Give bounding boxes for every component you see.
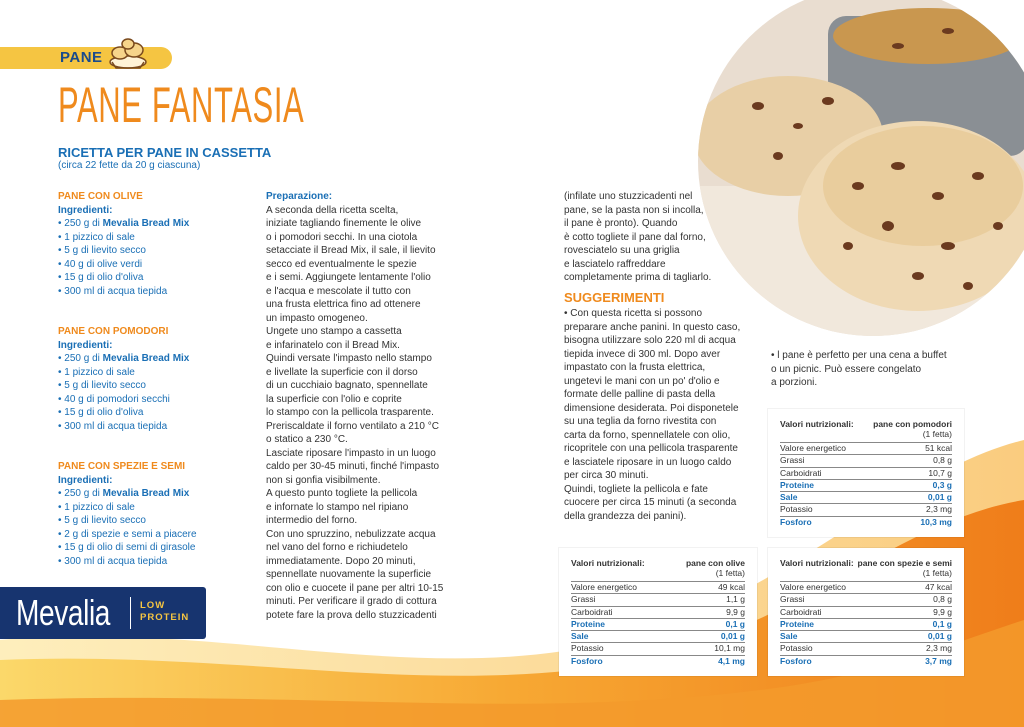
text-line: A questo punto togliete la pellicola xyxy=(266,488,418,499)
ingredients-column xyxy=(58,190,258,568)
text-line: ricopritele con una pellicola trasparente xyxy=(564,443,738,454)
nutrition-header xyxy=(780,558,952,568)
text-line: a porzioni. xyxy=(771,377,818,388)
text-line: lo stampo con la pellicola trasparente. xyxy=(266,407,434,418)
nutrient-value: 0,8 g xyxy=(933,455,952,466)
extra-suggestion xyxy=(771,349,971,390)
nutrition-row xyxy=(571,642,745,654)
nutrition-portion: (1 fetta) xyxy=(715,568,745,578)
suggestions-title: SUGGERIMENTI xyxy=(564,289,665,305)
text-line: e l'acqua e mescolate il tutto con xyxy=(266,285,411,297)
nutrient-name: Potassio xyxy=(571,643,604,654)
text-line: e infarinatelo con il Bread Mix. xyxy=(266,339,400,351)
text-line: di un cucchiaio bagnato, spennellate xyxy=(266,380,428,391)
text-line: non si gonfia visibilmente. xyxy=(266,474,381,486)
nutrient-value: 0,1 g xyxy=(932,618,952,629)
nutrient-name: Proteine xyxy=(780,479,815,490)
text-line: potete fare la prova dello stuzzicadenti xyxy=(266,609,437,621)
ingredients-label: Ingredienti: xyxy=(58,474,113,486)
text-line: e infornate lo stampo nel ripiano xyxy=(266,501,409,513)
nutrient-value: 0,1 g xyxy=(725,618,745,629)
text-line: tiepida invece di 300 ml. Dopo aver xyxy=(564,348,721,360)
text-line: su una teglia da forno rivestita con xyxy=(564,416,717,427)
brand-tagline xyxy=(140,600,189,624)
nutrition-table-spices xyxy=(771,551,961,673)
nutrient-value: 10,7 g xyxy=(928,467,952,478)
variant-name: PANE CON OLIVE xyxy=(58,191,143,202)
text-line: A seconda della ricetta scelta, xyxy=(266,204,399,216)
ingredient-item: • 15 g di olio di semi di girasole xyxy=(58,542,196,553)
text-line: per circa 30 minuti. xyxy=(564,470,649,481)
text-line: e i semi. Aggiungete lentamente l'olio xyxy=(266,272,431,283)
nutrition-row xyxy=(571,593,745,605)
nutrition-table-olive xyxy=(562,551,754,673)
text-line: bisogna utilizzare solo 220 ml di acqua xyxy=(564,335,736,346)
nutrition-product: pane con olive xyxy=(685,558,745,568)
text-line: immediatamente. Dopo 20 minuti, xyxy=(266,555,416,567)
nutrient-value: 2,3 mg xyxy=(926,504,952,515)
ingredient-item: • 5 g di lievito secco xyxy=(58,515,146,526)
ingredient-item: • 1 pizzico di sale xyxy=(58,231,135,243)
variant-name: PANE CON SPEZIE E SEMI xyxy=(58,461,186,472)
nutrient-value: 0,01 g xyxy=(927,631,952,642)
text-line: un impasto omogeneo. xyxy=(266,312,368,324)
text-line: dimensione desiderata. Poi disponetele xyxy=(564,402,739,414)
recipe-note: (circa 22 fette da 20 g ciascuna) xyxy=(58,160,201,171)
ingredient-item: • 1 pizzico di sale xyxy=(58,501,135,513)
nutrient-value: 3,7 mg xyxy=(925,655,952,666)
nutrient-name: Sale xyxy=(780,631,798,642)
ingredient-item: • 5 g di lievito secco xyxy=(58,245,146,256)
nutrient-name: Carboidrati xyxy=(780,606,822,617)
nutrient-name: Potassio xyxy=(780,643,813,654)
nutrient-name: Valore energetico xyxy=(780,582,846,592)
preparation-column xyxy=(266,190,466,622)
text-line: completamente prima di tagliarlo. xyxy=(564,272,712,283)
nutrient-value: 51 kcal xyxy=(925,443,952,453)
nutrient-value: 2,3 mg xyxy=(926,643,952,654)
nutrient-value: 0,01 g xyxy=(927,492,952,503)
nutrition-row xyxy=(780,618,952,630)
ingredient-item: • 300 ml di acqua tiepida xyxy=(58,555,168,567)
text-line: la superficie con l'olio e coprite xyxy=(266,393,402,405)
extra-suggestion-text xyxy=(771,349,971,390)
preparation-text xyxy=(266,204,466,623)
nutrient-name: Carboidrati xyxy=(571,606,613,617)
nutrition-label: Valori nutrizionali: xyxy=(780,558,854,568)
text-line: o statico a 230 °C. xyxy=(266,434,348,445)
ingredient-item: • 2 g di spezie e semi a piacere xyxy=(58,528,197,540)
text-line: o un picnic. Può essere congelato xyxy=(771,363,922,375)
nutrition-label: Valori nutrizionali: xyxy=(571,558,645,568)
nutrition-product: pane con spezie e semi xyxy=(857,558,952,568)
text-line: preparare anche panini. In questo caso, xyxy=(564,321,741,333)
ingredient-list xyxy=(58,352,258,433)
nutrition-row xyxy=(780,642,952,654)
nutrition-row xyxy=(780,467,952,479)
nutrient-name: Fosforo xyxy=(780,655,812,666)
nutrient-name: Sale xyxy=(571,631,589,642)
text-line: setacciate il Bread Mix, il sale, il lievito xyxy=(266,245,436,256)
nutrition-header xyxy=(780,419,952,429)
text-line: una frusta elettrica fino ad ottenere xyxy=(266,299,421,310)
nutrition-row xyxy=(571,618,745,630)
text-line: secco ed eventualmente le spezie xyxy=(266,258,417,270)
text-line: spennellate nuovamente la superficie xyxy=(266,569,432,580)
nutrition-row xyxy=(780,630,952,642)
nutrition-row xyxy=(780,655,952,667)
text-line: Preriscaldate il forno ventilato a 210 °C xyxy=(266,420,439,432)
text-line: • Con questa ricetta si possono xyxy=(564,308,703,319)
ingredient-item: • 1 pizzico di sale xyxy=(58,366,135,378)
nutrition-row xyxy=(571,655,745,667)
text-line: minuti. Per verificare il grado di cottura xyxy=(266,596,437,607)
nutrition-product: pane con pomodori xyxy=(873,419,952,429)
nutrition-row xyxy=(780,454,952,466)
nutrient-name: Sale xyxy=(780,492,798,503)
text-line: della grandezza dei panini). xyxy=(564,510,687,522)
nutrient-name: Fosforo xyxy=(780,516,812,527)
text-line: impastato con la frusta elettrica, xyxy=(564,362,706,373)
nutrition-table-tomato xyxy=(771,412,961,534)
nutrient-value: 10,3 mg xyxy=(920,516,952,527)
variant-olive xyxy=(58,190,258,298)
nutrient-name: Potassio xyxy=(780,504,813,515)
nutrition-row xyxy=(780,581,952,593)
text-line: rovesciatelo su una griglia xyxy=(564,245,680,256)
text-line: intermedio del forno. xyxy=(266,515,358,526)
ingredient-item: • 15 g di olio d'oliva xyxy=(58,272,144,283)
variant-tomato xyxy=(58,325,258,433)
nutrition-row xyxy=(780,516,952,528)
nutrient-name: Proteine xyxy=(571,618,606,629)
category-label: PANE xyxy=(60,49,103,66)
bread-basket-icon xyxy=(106,36,150,70)
brand-tag-line2: PROTEIN xyxy=(140,612,190,623)
ingredients-label: Ingredienti: xyxy=(58,204,113,216)
text-line: e lasciatele riposare in un luogo caldo xyxy=(564,456,732,468)
continuation-column xyxy=(564,190,764,523)
nutrition-row xyxy=(780,491,952,503)
nutrition-row xyxy=(571,630,745,642)
ingredient-item: • 40 g di pomodori secchi xyxy=(58,393,170,405)
text-line: il pane è pronto). Quando xyxy=(564,218,678,229)
ingredient-item: • 40 g di olive verdi xyxy=(58,258,143,270)
text-line: Lasciate riposare l'impasto in un luogo xyxy=(266,447,436,459)
nutrition-portion: (1 fetta) xyxy=(922,429,952,439)
nutrient-value: 0,8 g xyxy=(933,594,952,605)
text-line: (infilate uno stuzzicadenti nel xyxy=(564,191,693,202)
nutrient-value: 4,1 mg xyxy=(718,655,745,666)
ingredient-item: • 300 ml di acqua tiepida xyxy=(58,420,168,432)
page-title: PANE FANTASIA xyxy=(58,77,305,133)
preparation-continued-text xyxy=(564,190,764,285)
variant-name: PANE CON POMODORI xyxy=(58,326,169,337)
mevalia-logo xyxy=(0,587,206,639)
nutrient-name: Grassi xyxy=(780,594,805,605)
ingredient-item: • 15 g di olio d'oliva xyxy=(58,407,144,418)
text-line: iniziate tagliando finemente le olive xyxy=(266,218,422,229)
text-line: nel vano del forno e richiudetelo xyxy=(266,542,408,553)
text-line: caldo per 30-45 minuti, finché l'impasto xyxy=(266,461,440,472)
variant-spices xyxy=(58,460,258,568)
recipe-title: RICETTA PER PANE IN CASSETTA xyxy=(58,145,272,160)
ingredient-item: • 250 g di Mevalia Bread Mix xyxy=(58,488,190,499)
nutrition-label: Valori nutrizionali: xyxy=(780,419,854,429)
nutrient-value: 10,1 mg xyxy=(714,643,745,654)
nutrient-value: 9,9 g xyxy=(726,606,745,617)
nutrient-name: Fosforo xyxy=(571,655,603,666)
brand-separator xyxy=(130,597,131,629)
suggestions-text xyxy=(564,307,764,523)
text-line: è cotto togliete il pane dal forno, xyxy=(564,231,706,243)
nutrient-name: Grassi xyxy=(780,455,805,466)
ingredients-label: Ingredienti: xyxy=(58,339,113,351)
text-line: ungetevi le mani con un po' d'olio e xyxy=(564,375,720,387)
text-line: con olio e cuocete il pane per altri 10-15 xyxy=(266,582,444,594)
text-line: pane, se la pasta non si incolla, xyxy=(564,204,704,216)
nutrition-row xyxy=(780,593,952,605)
text-line: e lasciatelo raffreddare xyxy=(564,258,666,270)
nutrient-value: 1,1 g xyxy=(726,594,745,605)
nutrition-row xyxy=(780,503,952,515)
brand-name: Mevalia xyxy=(16,592,111,633)
nutrition-row xyxy=(780,442,952,454)
text-line: Con uno spruzzino, nebulizzate acqua xyxy=(266,528,436,540)
nutrient-name: Valore energetico xyxy=(571,582,637,592)
text-line: o i pomodori secchi. In una ciotola xyxy=(266,231,418,243)
text-line: carta da forno, spennellatele con olio, xyxy=(564,429,731,441)
ingredient-list xyxy=(58,487,258,568)
nutrition-row xyxy=(571,606,745,618)
nutrient-value: 9,9 g xyxy=(933,606,952,617)
text-line: Quindi, togliete la pellicola e fate xyxy=(564,483,708,495)
nutrition-row xyxy=(780,479,952,491)
text-line: e livellate la superficie con il dorso xyxy=(266,366,418,378)
ingredient-item: • 250 g di Mevalia Bread Mix xyxy=(58,353,190,364)
ingredient-item: • 300 ml di acqua tiepida xyxy=(58,285,168,297)
nutrient-name: Proteine xyxy=(780,618,815,629)
nutrition-header xyxy=(571,558,745,568)
ingredient-item: • 5 g di lievito secco xyxy=(58,380,146,391)
nutrient-name: Grassi xyxy=(571,594,596,605)
nutrient-value: 0,01 g xyxy=(720,631,745,642)
preparation-label: Preparazione: xyxy=(266,191,333,202)
ingredient-list xyxy=(58,217,258,298)
nutrient-value: 0,3 g xyxy=(932,479,952,490)
nutrition-portion: (1 fetta) xyxy=(922,568,952,578)
nutrient-name: Valore energetico xyxy=(780,443,846,453)
text-line: • l pane è perfetto per una cena a buffet xyxy=(771,350,947,361)
nutrient-value: 47 kcal xyxy=(925,582,952,592)
brand-tag-line1: LOW xyxy=(140,600,166,611)
ingredient-item: • 250 g di Mevalia Bread Mix xyxy=(58,218,190,229)
nutrition-row xyxy=(571,581,745,593)
nutrient-value: 49 kcal xyxy=(718,582,745,592)
text-line: Quindi versate l'impasto nello stampo xyxy=(266,353,432,364)
text-line: cuocere per circa 15 minuti (a seconda xyxy=(564,497,737,508)
nutrient-name: Carboidrati xyxy=(780,467,822,478)
text-line: Ungete uno stampo a cassetta xyxy=(266,326,402,337)
text-line: formate delle palline di pasta della xyxy=(564,389,716,400)
nutrition-row xyxy=(780,606,952,618)
